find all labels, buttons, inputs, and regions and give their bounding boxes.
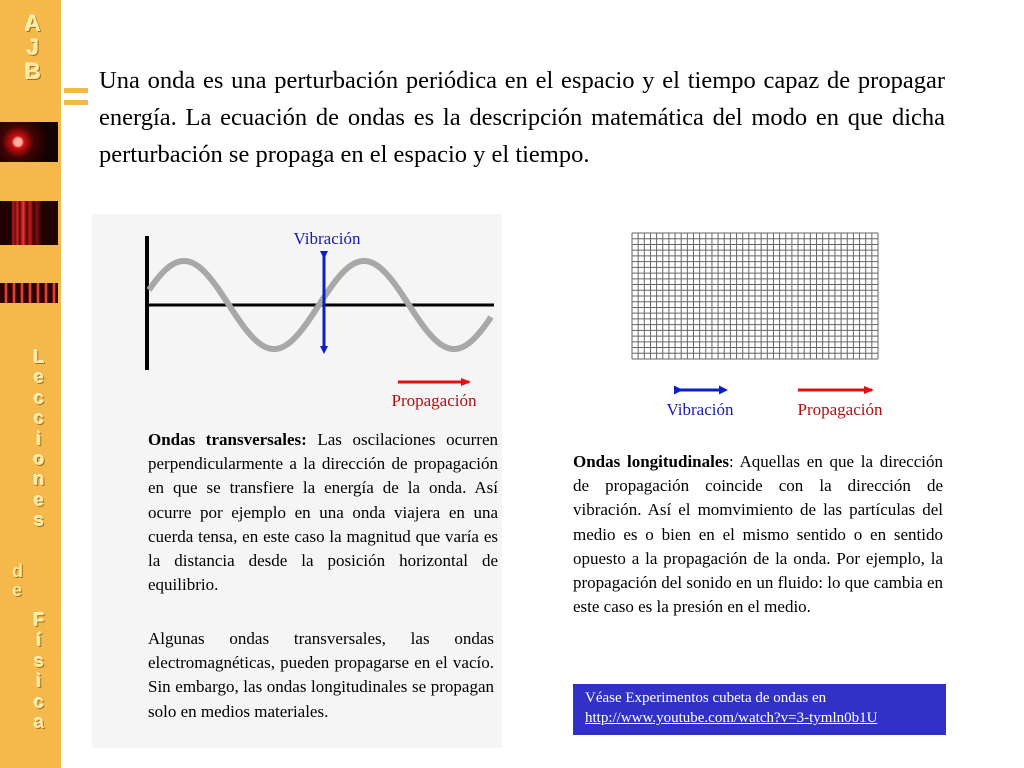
- longitudinal-description: Ondas longitudinales: Aquellas en que la dirección de propagación coincide con la dirección de vibración. Así el momvimiento de las partículas del medio es o bien en el mismo sentido o en sentido opuesto a la propagación de la onda. Por ejemplo, la propagación del sonido en un fluido: lo que cambia en este caso es la presión en el medio.: [573, 452, 943, 617]
- transverse-wave-figure: [92, 214, 502, 414]
- decorative-bar-top: [64, 88, 88, 93]
- longitudinal-vibration-label: Vibración: [666, 400, 734, 419]
- reference-text: Véase Experimentos cubeta de ondas en: [585, 690, 827, 706]
- intro-paragraph: Una onda es una perturbación periódica en el espacio y el tiempo capaz de propagar energía. La ecuación de ondas es la descripción matemática del modo en que dicha perturbación se propaga en el espacio y el tiempo.: [99, 67, 945, 168]
- sidebar-title-lecciones: L e c c i o n e s: [33, 347, 45, 531]
- transverse-term: Ondas transversales:: [148, 430, 307, 449]
- decorative-bar-bottom: [64, 100, 88, 105]
- particle-grid: [632, 233, 878, 359]
- thumbnail-diffraction: [0, 283, 58, 303]
- thumbnail-laser-spot: [0, 122, 58, 162]
- ajb-logo: A J B: [25, 11, 41, 84]
- vibration-label: Vibración: [293, 229, 361, 248]
- transverse-description: Ondas transversales: Las oscilaciones ocurren perpendicularmente a la dirección de propagación en que se transfiere la energía de la onda. Así ocurre por ejemplo en una onda viajera en una cuerda tensa, en este caso la magnitud que varía es la distancia desde la posición horizontal de equilibrio.: [148, 430, 498, 595]
- sidebar: [0, 0, 61, 768]
- reference-box: [573, 684, 946, 735]
- transverse-note: Algunas ondas transversales, las ondas electromagnéticas, pueden propagarse en el vacío. Sin embargo, las ondas longitudinales se propagan solo en medios materiales.: [148, 629, 494, 721]
- longitudinal-propagation-label: Propagación: [797, 400, 883, 419]
- longitudinal-term: Ondas longitudinales: [573, 452, 730, 471]
- propagation-label: Propagación: [391, 391, 477, 410]
- sidebar-connector-de: d e: [12, 561, 23, 600]
- thumbnail-interference: [0, 201, 58, 245]
- reference-link[interactable]: http://www.youtube.com/watch?v=3-tymln0b1U: [585, 710, 878, 726]
- longitudinal-wave-figure: [620, 225, 910, 425]
- sidebar-title-fisica: F í s i c a: [33, 610, 45, 733]
